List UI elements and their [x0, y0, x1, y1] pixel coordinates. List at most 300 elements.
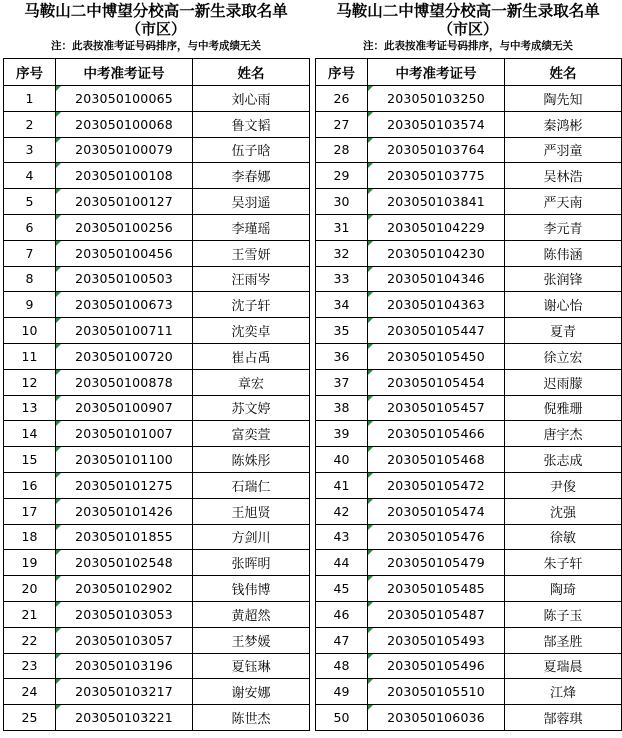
- row-exam-id: [56, 472, 193, 498]
- cell-flag-icon: [56, 189, 61, 194]
- exam-id-text: 203050105457: [387, 400, 485, 416]
- row-exam-id: [56, 111, 193, 137]
- exam-id-text: 203050104363: [387, 297, 485, 313]
- row-seq: 33: [316, 266, 368, 292]
- sort-note: 注：此表按准考证号码排序，与中考成绩无关: [363, 40, 573, 52]
- row-seq: 43: [316, 524, 368, 550]
- row-seq: 11: [4, 343, 56, 369]
- table-row: [4, 421, 310, 447]
- row-student-name: 沈子轩: [193, 292, 310, 318]
- row-student-name: 苏文婷: [193, 395, 310, 421]
- cell-flag-icon: [56, 163, 61, 168]
- exam-id-text: 203050101275: [75, 477, 173, 493]
- exam-id-text: 203050105472: [387, 477, 485, 493]
- row-seq: 17: [4, 498, 56, 524]
- row-exam-id: [56, 369, 193, 395]
- row-student-name: 王雪妍: [193, 240, 310, 266]
- row-exam-id: [56, 240, 193, 266]
- header-exam-id: 中考准考证号: [368, 59, 505, 86]
- table-row: [4, 86, 310, 112]
- row-seq: 31: [316, 214, 368, 240]
- row-seq: 13: [4, 395, 56, 421]
- exam-id-text: 203050101100: [75, 452, 173, 468]
- table-row: [4, 163, 310, 189]
- row-student-name: 尹俊: [505, 472, 622, 498]
- table-row: [4, 266, 310, 292]
- row-seq: 18: [4, 524, 56, 550]
- row-seq: 5: [4, 189, 56, 215]
- row-exam-id: [368, 266, 505, 292]
- row-seq: 27: [316, 111, 368, 137]
- row-seq: 41: [316, 472, 368, 498]
- row-exam-id: [56, 679, 193, 705]
- row-student-name: 夏钰琳: [193, 653, 310, 679]
- exam-id-text: 203050103221: [75, 710, 173, 726]
- row-student-name: 沈奕卓: [193, 318, 310, 344]
- row-student-name: 徐敏: [505, 524, 622, 550]
- exam-id-text: 203050102902: [75, 581, 173, 597]
- exam-id-text: 203050100256: [75, 219, 173, 235]
- table-row: [4, 653, 310, 679]
- row-exam-id: [368, 472, 505, 498]
- sheet-title: 马鞍山二中博望分校高一新生录取名单: [24, 1, 288, 20]
- table-header-row: [316, 59, 622, 86]
- cell-flag-icon: [368, 499, 373, 504]
- exam-id-text: 203050100907: [75, 400, 173, 416]
- row-seq: 38: [316, 395, 368, 421]
- exam-id-text: 203050105487: [387, 606, 485, 622]
- row-seq: 25: [4, 705, 56, 731]
- row-student-name: 夏青: [505, 318, 622, 344]
- table-row: [4, 679, 310, 705]
- cell-flag-icon: [368, 215, 373, 220]
- row-exam-id: [368, 601, 505, 627]
- row-exam-id: [368, 163, 505, 189]
- admission-list-left: [3, 0, 309, 731]
- row-seq: 37: [316, 369, 368, 395]
- row-seq: 46: [316, 601, 368, 627]
- table-row: [316, 292, 622, 318]
- row-student-name: 秦鸿彬: [505, 111, 622, 137]
- cell-flag-icon: [368, 86, 373, 91]
- cell-flag-icon: [368, 138, 373, 143]
- row-exam-id: [56, 395, 193, 421]
- row-seq: 44: [316, 550, 368, 576]
- exam-id-text: 203050105454: [387, 374, 485, 390]
- table-row: [316, 111, 622, 137]
- table-row: [316, 214, 622, 240]
- exam-id-text: 203050103217: [75, 684, 173, 700]
- row-student-name: 石瑞仁: [193, 472, 310, 498]
- table-row: [4, 705, 310, 731]
- row-student-name: 刘心雨: [193, 86, 310, 112]
- row-seq: 28: [316, 137, 368, 163]
- cell-flag-icon: [56, 421, 61, 426]
- exam-id-text: 203050100456: [75, 245, 173, 261]
- sheet-subtitle: （市区）: [437, 20, 498, 38]
- exam-id-text: 203050100108: [75, 168, 173, 184]
- row-exam-id: [56, 163, 193, 189]
- exam-id-text: 203050105510: [387, 684, 485, 700]
- exam-id-text: 203050106036: [387, 710, 485, 726]
- row-student-name: 迟雨朦: [505, 369, 622, 395]
- cell-flag-icon: [368, 344, 373, 349]
- row-exam-id: [56, 447, 193, 473]
- cell-flag-icon: [368, 370, 373, 375]
- cell-flag-icon: [56, 628, 61, 633]
- cell-flag-icon: [368, 189, 373, 194]
- row-seq: 36: [316, 343, 368, 369]
- cell-flag-icon: [368, 241, 373, 246]
- cell-flag-icon: [368, 267, 373, 272]
- table-row: [4, 189, 310, 215]
- row-student-name: 李元青: [505, 214, 622, 240]
- table-row: [316, 318, 622, 344]
- row-exam-id: [56, 421, 193, 447]
- row-student-name: 陈世杰: [193, 705, 310, 731]
- table-row: [316, 369, 622, 395]
- table-row: [4, 111, 310, 137]
- cell-flag-icon: [368, 550, 373, 555]
- row-seq: 9: [4, 292, 56, 318]
- table-row: [316, 576, 622, 602]
- sort-note: 注：此表按准考证号码排序，与中考成绩无关: [51, 40, 261, 52]
- row-student-name: 富奕萱: [193, 421, 310, 447]
- row-exam-id: [368, 705, 505, 731]
- table-row: [316, 524, 622, 550]
- table-row: [316, 240, 622, 266]
- exam-id-text: 203050105450: [387, 348, 485, 364]
- row-exam-id: [368, 447, 505, 473]
- row-student-name: 郜蓉琪: [505, 705, 622, 731]
- header-seq: 序号: [4, 59, 56, 86]
- cell-flag-icon: [368, 318, 373, 323]
- exam-id-text: 203050105447: [387, 323, 485, 339]
- header-name: 姓名: [505, 59, 622, 86]
- table-row: [316, 343, 622, 369]
- row-exam-id: [56, 86, 193, 112]
- exam-id-text: 203050103053: [75, 606, 173, 622]
- cell-flag-icon: [368, 705, 373, 710]
- row-exam-id: [368, 524, 505, 550]
- exam-id-text: 203050100068: [75, 116, 173, 132]
- exam-id-text: 203050100720: [75, 348, 173, 364]
- row-student-name: 郜圣胜: [505, 627, 622, 653]
- row-student-name: 徐立宏: [505, 343, 622, 369]
- cell-flag-icon: [368, 628, 373, 633]
- row-exam-id: [56, 189, 193, 215]
- table-row: [316, 601, 622, 627]
- table-body: [316, 86, 622, 731]
- sheet-subtitle: （市区）: [125, 20, 186, 38]
- row-student-name: 黄超然: [193, 601, 310, 627]
- admission-table: [315, 58, 622, 731]
- table-row: [4, 318, 310, 344]
- row-exam-id: [56, 498, 193, 524]
- exam-id-text: 203050103196: [75, 658, 173, 674]
- table-row: [4, 447, 310, 473]
- row-student-name: 谢安娜: [193, 679, 310, 705]
- table-row: [316, 679, 622, 705]
- exam-id-text: 203050105474: [387, 503, 485, 519]
- row-exam-id: [368, 679, 505, 705]
- exam-id-text: 203050103775: [387, 168, 485, 184]
- row-seq: 47: [316, 627, 368, 653]
- row-seq: 35: [316, 318, 368, 344]
- exam-id-text: 203050104346: [387, 271, 485, 287]
- exam-id-text: 203050105496: [387, 658, 485, 674]
- cell-flag-icon: [56, 241, 61, 246]
- cell-flag-icon: [56, 705, 61, 710]
- header-name: 姓名: [193, 59, 310, 86]
- row-exam-id: [368, 111, 505, 137]
- table-row: [4, 395, 310, 421]
- table-row: [4, 240, 310, 266]
- exam-id-text: 203050105485: [387, 581, 485, 597]
- table-row: [4, 343, 310, 369]
- row-seq: 16: [4, 472, 56, 498]
- table-row: [4, 214, 310, 240]
- row-seq: 39: [316, 421, 368, 447]
- exam-id-text: 203050103250: [387, 90, 485, 106]
- row-seq: 49: [316, 679, 368, 705]
- row-student-name: 夏瑞晨: [505, 653, 622, 679]
- row-exam-id: [56, 653, 193, 679]
- table-row: [4, 601, 310, 627]
- row-student-name: 张润锋: [505, 266, 622, 292]
- cell-flag-icon: [56, 318, 61, 323]
- cell-flag-icon: [56, 654, 61, 659]
- exam-id-text: 203050104229: [387, 219, 485, 235]
- cell-flag-icon: [56, 550, 61, 555]
- cell-flag-icon: [56, 138, 61, 143]
- exam-id-text: 203050101855: [75, 529, 173, 545]
- row-exam-id: [368, 189, 505, 215]
- row-exam-id: [368, 214, 505, 240]
- cell-flag-icon: [56, 447, 61, 452]
- row-seq: 29: [316, 163, 368, 189]
- row-student-name: 陶琦: [505, 576, 622, 602]
- table-row: [316, 163, 622, 189]
- row-student-name: 伍子晗: [193, 137, 310, 163]
- cell-flag-icon: [368, 602, 373, 607]
- exam-id-text: 203050105476: [387, 529, 485, 545]
- exam-id-text: 203050105479: [387, 555, 485, 571]
- table-row: [4, 369, 310, 395]
- exam-id-text: 203050103764: [387, 142, 485, 158]
- exam-id-text: 203050100065: [75, 90, 173, 106]
- exam-id-text: 203050100711: [75, 323, 173, 339]
- table-row: [4, 137, 310, 163]
- row-exam-id: [56, 550, 193, 576]
- table-row: [316, 447, 622, 473]
- row-exam-id: [56, 266, 193, 292]
- cell-flag-icon: [368, 396, 373, 401]
- row-exam-id: [368, 240, 505, 266]
- row-student-name: 吴羽遥: [193, 189, 310, 215]
- row-student-name: 朱子轩: [505, 550, 622, 576]
- row-seq: 1: [4, 86, 56, 112]
- exam-id-text: 203050102548: [75, 555, 173, 571]
- table-row: [4, 627, 310, 653]
- table-header-row: [4, 59, 310, 86]
- cell-flag-icon: [368, 421, 373, 426]
- exam-id-text: 203050100878: [75, 374, 173, 390]
- cell-flag-icon: [56, 370, 61, 375]
- table-row: [316, 137, 622, 163]
- row-seq: 7: [4, 240, 56, 266]
- cell-flag-icon: [56, 499, 61, 504]
- exam-id-text: 203050100503: [75, 271, 173, 287]
- row-seq: 2: [4, 111, 56, 137]
- row-student-name: 谢心怡: [505, 292, 622, 318]
- row-exam-id: [368, 421, 505, 447]
- exam-id-text: 203050103574: [387, 116, 485, 132]
- exam-id-text: 203050103841: [387, 194, 485, 210]
- row-seq: 30: [316, 189, 368, 215]
- exam-id-text: 203050103057: [75, 632, 173, 648]
- cell-flag-icon: [56, 473, 61, 478]
- row-seq: 15: [4, 447, 56, 473]
- row-exam-id: [368, 292, 505, 318]
- row-exam-id: [56, 627, 193, 653]
- cell-flag-icon: [56, 576, 61, 581]
- table-row: [316, 266, 622, 292]
- row-seq: 40: [316, 447, 368, 473]
- cell-flag-icon: [368, 447, 373, 452]
- table-row: [316, 395, 622, 421]
- row-seq: 21: [4, 601, 56, 627]
- cell-flag-icon: [56, 112, 61, 117]
- row-student-name: 李春娜: [193, 163, 310, 189]
- row-exam-id: [56, 137, 193, 163]
- cell-flag-icon: [56, 267, 61, 272]
- header-seq: 序号: [316, 59, 368, 86]
- row-seq: 22: [4, 627, 56, 653]
- table-row: [316, 705, 622, 731]
- row-exam-id: [368, 653, 505, 679]
- table-row: [316, 550, 622, 576]
- exam-id-text: 203050100673: [75, 297, 173, 313]
- table-row: [316, 86, 622, 112]
- row-exam-id: [368, 576, 505, 602]
- cell-flag-icon: [56, 679, 61, 684]
- row-student-name: 沈强: [505, 498, 622, 524]
- row-exam-id: [368, 498, 505, 524]
- cell-flag-icon: [56, 86, 61, 91]
- table-row: [316, 653, 622, 679]
- row-exam-id: [56, 343, 193, 369]
- row-seq: 3: [4, 137, 56, 163]
- row-exam-id: [368, 550, 505, 576]
- row-exam-id: [56, 705, 193, 731]
- cell-flag-icon: [56, 525, 61, 530]
- row-seq: 14: [4, 421, 56, 447]
- exam-id-text: 203050105466: [387, 426, 485, 442]
- row-exam-id: [368, 369, 505, 395]
- cell-flag-icon: [56, 292, 61, 297]
- row-exam-id: [56, 524, 193, 550]
- row-exam-id: [368, 395, 505, 421]
- row-seq: 10: [4, 318, 56, 344]
- row-seq: 19: [4, 550, 56, 576]
- row-seq: 48: [316, 653, 368, 679]
- table-row: [4, 498, 310, 524]
- exam-id-text: 203050101007: [75, 426, 173, 442]
- row-seq: 20: [4, 576, 56, 602]
- sheet-title: 马鞍山二中博望分校高一新生录取名单: [336, 1, 600, 20]
- row-student-name: 章宏: [193, 369, 310, 395]
- cell-flag-icon: [368, 473, 373, 478]
- table-row: [4, 292, 310, 318]
- row-exam-id: [56, 214, 193, 240]
- row-seq: 32: [316, 240, 368, 266]
- row-student-name: 鲁文韬: [193, 111, 310, 137]
- row-student-name: 方剑川: [193, 524, 310, 550]
- row-seq: 23: [4, 653, 56, 679]
- row-student-name: 崔占禹: [193, 343, 310, 369]
- row-student-name: 王梦媛: [193, 627, 310, 653]
- table-row: [316, 498, 622, 524]
- row-student-name: 吴林浩: [505, 163, 622, 189]
- row-exam-id: [368, 86, 505, 112]
- row-seq: 50: [316, 705, 368, 731]
- table-row: [4, 576, 310, 602]
- cell-flag-icon: [56, 215, 61, 220]
- row-exam-id: [368, 137, 505, 163]
- cell-flag-icon: [368, 679, 373, 684]
- row-student-name: 张志成: [505, 447, 622, 473]
- row-seq: 12: [4, 369, 56, 395]
- exam-id-text: 203050100079: [75, 142, 173, 158]
- row-seq: 4: [4, 163, 56, 189]
- cell-flag-icon: [56, 344, 61, 349]
- row-student-name: 陈姝彤: [193, 447, 310, 473]
- row-student-name: 严天南: [505, 189, 622, 215]
- table-body: [4, 86, 310, 731]
- row-exam-id: [56, 318, 193, 344]
- cell-flag-icon: [368, 292, 373, 297]
- row-seq: 8: [4, 266, 56, 292]
- row-student-name: 江烽: [505, 679, 622, 705]
- table-row: [4, 524, 310, 550]
- row-student-name: 张晖明: [193, 550, 310, 576]
- row-seq: 26: [316, 86, 368, 112]
- row-exam-id: [56, 292, 193, 318]
- cell-flag-icon: [368, 112, 373, 117]
- row-student-name: 陶先知: [505, 86, 622, 112]
- admission-list-right: [315, 0, 621, 731]
- row-seq: 45: [316, 576, 368, 602]
- row-exam-id: [368, 318, 505, 344]
- row-seq: 24: [4, 679, 56, 705]
- row-student-name: 严羽童: [505, 137, 622, 163]
- row-student-name: 陈子玉: [505, 601, 622, 627]
- row-student-name: 李瑾瑶: [193, 214, 310, 240]
- row-student-name: 倪雅珊: [505, 395, 622, 421]
- exam-id-text: 203050100127: [75, 194, 173, 210]
- cell-flag-icon: [368, 576, 373, 581]
- row-student-name: 王旭贤: [193, 498, 310, 524]
- header-exam-id: 中考准考证号: [56, 59, 193, 86]
- row-exam-id: [56, 576, 193, 602]
- exam-id-text: 203050105468: [387, 452, 485, 468]
- row-seq: 34: [316, 292, 368, 318]
- row-student-name: 陈伟涵: [505, 240, 622, 266]
- table-row: [316, 627, 622, 653]
- cell-flag-icon: [368, 654, 373, 659]
- row-exam-id: [56, 601, 193, 627]
